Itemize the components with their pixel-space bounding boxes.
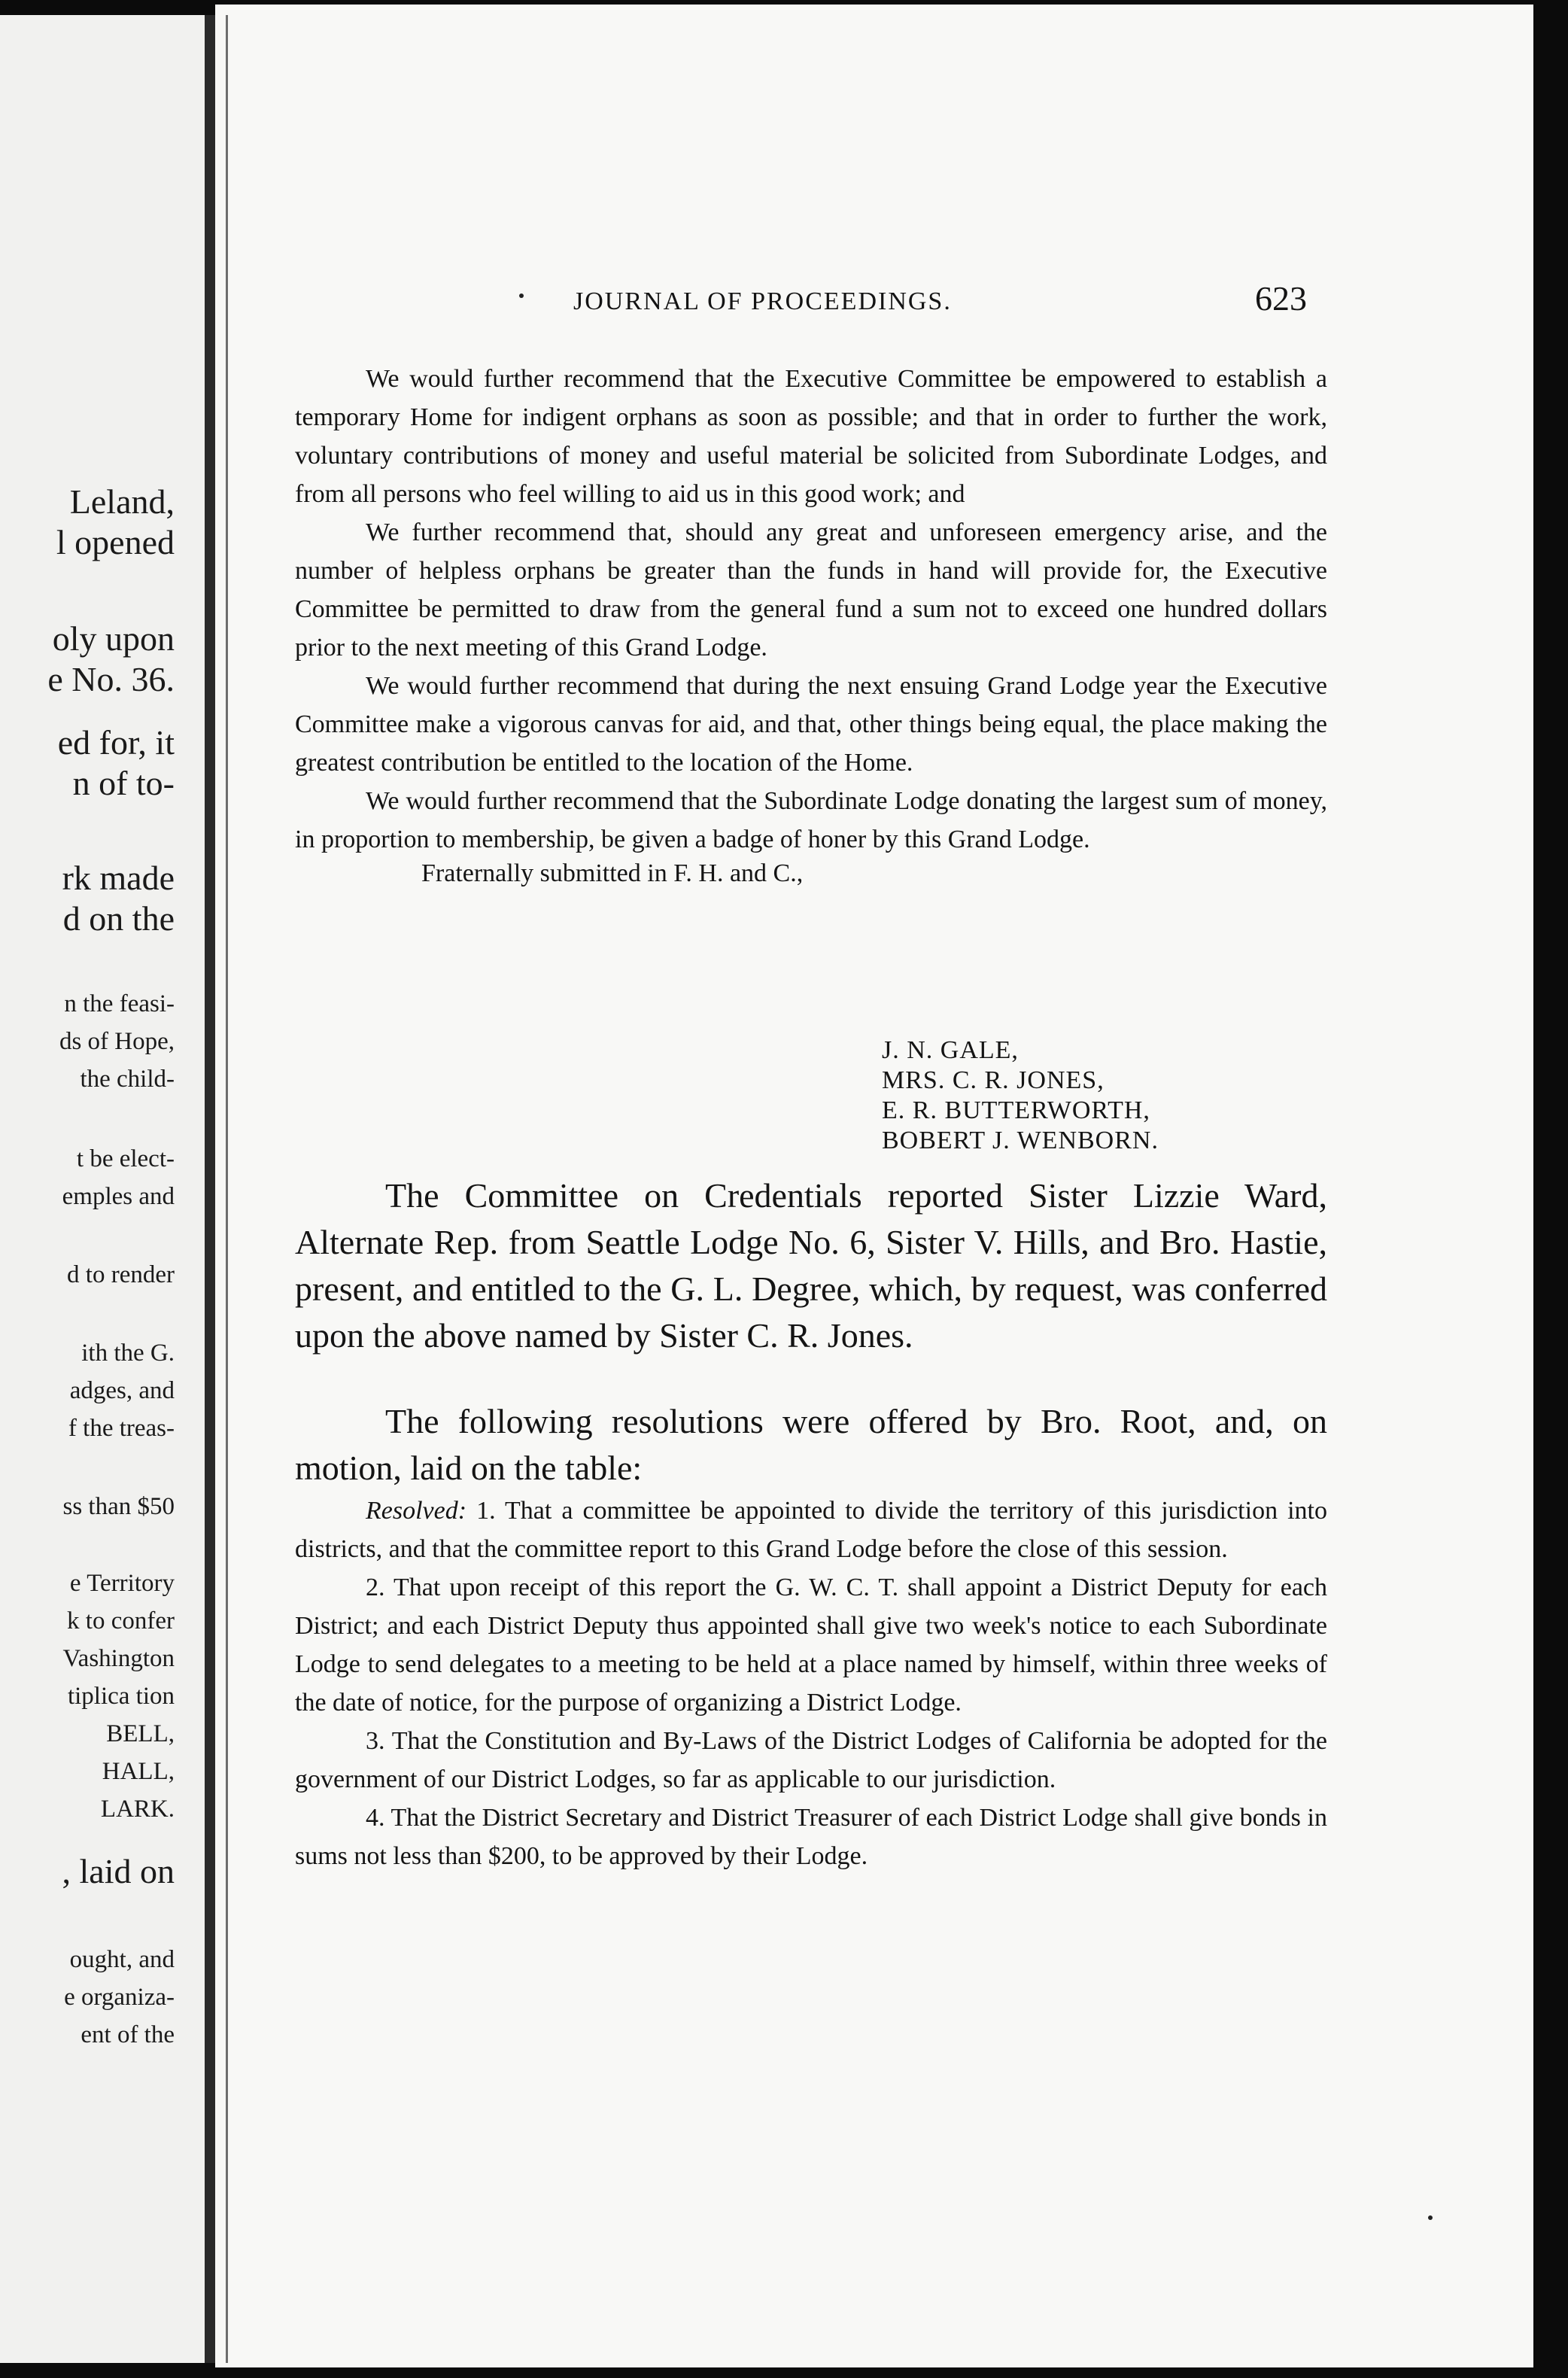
previous-page-edge xyxy=(0,15,205,2363)
left-page-fragment: t be elect- xyxy=(76,1145,175,1172)
resolved-label: Resolved: xyxy=(366,1497,467,1525)
signoff-line: Fraternally submitted in F. H. and C., xyxy=(421,859,804,887)
left-page-fragment: f the treas- xyxy=(68,1415,175,1442)
left-page-fragment: e organiza- xyxy=(64,1984,175,2011)
resolution-item xyxy=(295,1492,1327,1568)
resolutions-intro: The following resolutions were offered by Bro. Root, and, on motion, laid on the table: xyxy=(295,1402,1327,1487)
left-page-fragment: ent of the xyxy=(81,2021,175,2048)
left-page-fragment: n of to- xyxy=(72,764,175,802)
left-page-fragment: BELL, xyxy=(106,1720,175,1747)
left-page-fragment: Leland, xyxy=(69,482,175,521)
left-page-fragment: e No. 36. xyxy=(47,660,175,698)
resolution-item: 2. That upon receipt of this report the G. W. C. T. shall appoint a District Deputy for each District; and each District Deputy thus appointed shall give two week's notice to each Subordinate Lodge to send delegates to a meeting to be held at a place named by himself, within three weeks of the date of notice, for the purpose of organizing a District Lodge. xyxy=(295,1574,1327,1717)
committee-recommendations xyxy=(295,360,1327,889)
resolution-item: 3. That the Constitution and By-Laws of the District Lodges of California be adopted for the government of our District Lodges, so far as applicable to our jurisdiction. xyxy=(295,1727,1327,1793)
running-head: JOURNAL OF PROCEEDINGS. xyxy=(573,287,952,315)
left-page-fragment: d to render xyxy=(67,1261,175,1288)
resolution-item: 4. That the District Secretary and District Treasurer of each District Lodge shall give bonds in sums not less than $200, to be approved by their Lodge. xyxy=(295,1804,1327,1870)
left-page-fragment: ds of Hope, xyxy=(59,1028,175,1055)
signers-list xyxy=(882,1035,1159,1156)
left-page-fragment: the child- xyxy=(80,1066,175,1093)
signer-name: MRS. C. R. JONES, xyxy=(882,1066,1105,1094)
signer-name: E. R. BUTTERWORTH, xyxy=(882,1096,1150,1124)
left-page-fragment: Vashington xyxy=(62,1645,175,1672)
left-page-fragment: k to confer xyxy=(67,1607,175,1634)
left-page-fragment: oly upon xyxy=(52,619,175,658)
print-speck xyxy=(1428,2215,1433,2220)
print-speck xyxy=(519,293,524,298)
left-page-fragment: ought, and xyxy=(69,1946,175,1973)
left-page-fragment: adges, and xyxy=(69,1377,175,1404)
resolutions-list xyxy=(295,1492,1327,1875)
left-page-fragment: d on the xyxy=(62,899,175,938)
left-page-fragment: HALL, xyxy=(102,1758,175,1785)
paragraph-emergency-fund: We further recommend that, should any great and unforeseen emergency arise, and the number of helpless orphans be greater than the funds in hand will provide for, the Executive Committee be permitted to draw from the general fund a sum not to exceed one hundred dollars prior to the next meeting of this Grand Lodge. xyxy=(295,518,1327,661)
paragraph-canvas-for-aid: We would further recommend that during the next ensuing Grand Lodge year the Executive Committee make a vigorous canvas for aid, and that, other things being equal, the place making the greatest contribution be entitled to the location of the Home. xyxy=(295,672,1327,777)
page-number: 623 xyxy=(1255,279,1307,318)
left-page-fragment: tiplica tion xyxy=(67,1683,175,1710)
left-page-fragment: ss than $50 xyxy=(62,1493,175,1520)
resolution-text: 1. That a committee be appointed to divide the territory of this jurisdiction into districts, and that the committee report to this Grand Lodge before the close of this session. xyxy=(295,1497,1327,1563)
left-page-fragment: l opened xyxy=(56,523,175,561)
resolutions-intro-section xyxy=(295,1398,1327,1492)
left-page-fragment: ith the G. xyxy=(81,1340,175,1367)
page-gutter xyxy=(205,15,215,2363)
left-page-fragment: n the feasi- xyxy=(64,990,175,1017)
left-page-fragment: emples and xyxy=(62,1183,175,1210)
credentials-report: The Committee on Credentials reported Sister Lizzie Ward, Alternate Rep. from Seattle Lodge No. 6, Sister V. Hills, and Bro. Hastie, present, and entitled to the G. L. Degree, which, by request, was conferred upon the above named by Sister C. R. Jones. xyxy=(295,1176,1327,1355)
page-margin-line xyxy=(226,15,228,2363)
signer-name: BOBERT J. WENBORN. xyxy=(882,1127,1159,1154)
left-page-fragment: ed for, it xyxy=(57,723,175,762)
paragraph-badge-of-honor: We would further recommend that the Subordinate Lodge donating the largest sum of money, in proportion to membership, be given a badge of honer by this Grand Lodge. xyxy=(295,787,1327,853)
left-page-fragment: e Territory xyxy=(69,1570,175,1597)
left-page-fragment: LARK. xyxy=(100,1796,175,1823)
left-page-fragment: rk made xyxy=(62,859,175,897)
credentials-section xyxy=(295,1172,1327,1359)
signer-name: J. N. GALE, xyxy=(882,1036,1019,1064)
left-page-fragment: , laid on xyxy=(62,1852,175,1890)
paragraph-home-establishment: We would further recommend that the Executive Committee be empowered to establish a temporary Home for indigent orphans as soon as possible; and that in order to further the work, voluntary contributions of money and useful material be solicited from Subordinate Lodges, and from all persons who feel willing to aid us in this good work; and xyxy=(295,365,1327,508)
